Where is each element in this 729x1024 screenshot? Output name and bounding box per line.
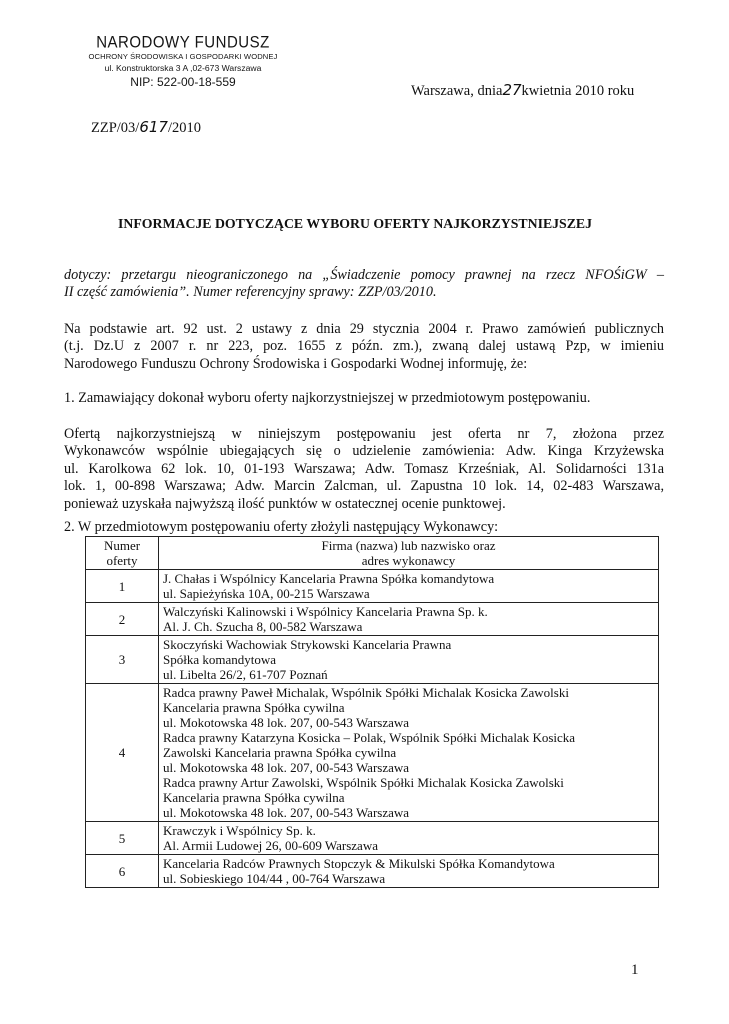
firm-address-line: ul. Libelta 26/2, 61-707 Poznań — [163, 667, 328, 682]
stamp-line-1: NARODOWY FUNDUSZ — [96, 33, 270, 52]
table-row — [86, 684, 659, 822]
winner-line: ul. Karolkowa 62 lok. 10, 01-193 Warszawa; Adw. Tomasz Krześniak, Al. Solidarności 131a — [64, 460, 664, 477]
offer-number-cell: 2 — [86, 603, 159, 636]
firm-address-line: ul. Mokotowska 48 lok. 207, 00-543 Warszawa — [163, 805, 410, 820]
header-text: adres wykonawcy — [361, 553, 456, 568]
winning-offer-paragraph — [64, 426, 664, 513]
firm-address-line: Kancelaria prawna Spółka cywilna — [163, 790, 345, 805]
stamp-address: ul. Konstruktorska 3 A ,02-673 Warszawa — [104, 63, 262, 73]
firm-address-line: Walczyński Kalinowski i Wspólnicy Kancelaria Prawna Sp. k. — [163, 604, 488, 619]
point-2 — [64, 519, 664, 536]
subject-paragraph — [64, 267, 664, 302]
table-row — [86, 636, 659, 684]
date-suffix: kwietnia 2010 roku — [521, 83, 635, 99]
firm-address-line: J. Chałas i Wspólnicy Kancelaria Prawna Spółka komandytowa — [163, 571, 495, 586]
firm-address-line: Kancelaria Radców Prawnych Stopczyk & Mikulski Spółka Komandytowa — [163, 856, 555, 871]
firm-address-cell — [159, 684, 659, 822]
date-prefix: Warszawa, dnia — [411, 83, 503, 99]
firm-address-line: Zawolski Kancelaria prawna Spółka cywilna — [163, 745, 397, 760]
header-text: Firma (nazwa) lub nazwisko oraz — [321, 538, 496, 553]
table-row — [86, 603, 659, 636]
stamp-nip: NIP: 522-00-18-559 — [130, 75, 236, 89]
firm-address-line: Al. Armii Ludowej 26, 00-609 Warszawa — [163, 838, 378, 853]
firm-address-line: ul. Sapieżyńska 10A, 00-215 Warszawa — [163, 586, 370, 601]
offer-number-cell: 1 — [86, 570, 159, 603]
firm-address-line: ul. Sobieskiego 104/44 , 00-764 Warszawa — [163, 871, 386, 886]
offers-table — [85, 536, 659, 888]
table-row — [86, 855, 659, 888]
firm-address-line: Radca prawny Artur Zawolski, Wspólnik Spółki Michalak Kosicka Zawolski — [163, 775, 564, 790]
firm-address-line: Al. J. Ch. Szucha 8, 00-582 Warszawa — [163, 619, 363, 634]
offer-number-cell: 6 — [86, 855, 159, 888]
point-2-text: 2. W przedmiotowym postępowaniu oferty złożyli następujący Wykonawcy: — [64, 519, 499, 535]
firm-address-line: Skoczyński Wachowiak Strykowski Kancelaria Prawna — [163, 637, 452, 652]
firm-address-cell — [159, 636, 659, 684]
firm-address-line: Spółka komandytowa — [163, 652, 277, 667]
header-firm-address — [159, 537, 659, 570]
header-text: oferty — [106, 553, 138, 568]
winner-line: Ofertą najkorzystniejszą w niniejszym postępowaniu jest oferta nr 7, złożona przez — [64, 426, 664, 442]
firm-address-cell — [159, 822, 659, 855]
reference-prefix: ZZP/03/ — [91, 120, 140, 136]
legal-basis-line: Narodowego Funduszu Ochrony Środowiska i Gospodarki Wodnej informuję, że: — [64, 355, 528, 372]
stamp-line-2: OCHRONY ŚRODOWISKA I GOSPODARKI WODNEJ — [88, 52, 278, 61]
point-1-text: 1. Zamawiający dokonał wyboru oferty najkorzystniejszej w przedmiotowym postępowaniu. — [64, 390, 591, 406]
reference-number — [91, 118, 201, 137]
reference-suffix: /2010 — [167, 120, 202, 136]
document-title: INFORMACJE DOTYCZĄCE WYBORU OFERTY NAJKORZYSTNIEJSZEJ — [118, 216, 593, 231]
firm-address-line: Radca prawny Katarzyna Kosicka – Polak, Wspólnik Spółki Michalak Kosicka — [163, 730, 576, 745]
offer-number-cell: 4 — [86, 684, 159, 822]
point-1 — [64, 390, 664, 407]
offer-number-cell: 5 — [86, 822, 159, 855]
firm-address-line: Radca prawny Paweł Michalak, Wspólnik Spółki Michalak Kosicka Zawolski — [163, 685, 569, 700]
table-row — [86, 570, 659, 603]
firm-address-cell — [159, 855, 659, 888]
offers-table-body — [86, 570, 659, 888]
firm-address-line: ul. Mokotowska 48 lok. 207, 00-543 Warszawa — [163, 760, 410, 775]
firm-address-cell — [159, 570, 659, 603]
table-header-row — [86, 537, 659, 570]
firm-address-line: ul. Mokotowska 48 lok. 207, 00-543 Warszawa — [163, 715, 410, 730]
table-row — [86, 822, 659, 855]
subject-line: dotyczy: przetargu nieograniczonego na „Świadczenie pomocy prawnej na rzecz NFOŚiGW – — [64, 267, 664, 283]
date-day-handwritten: 27 — [502, 81, 522, 99]
firm-address-cell — [159, 603, 659, 636]
winner-line: Wykonawców wspólnie ubiegających się o udzielenie zamówienia: Adw. Kinga Krzyżewska — [64, 443, 664, 460]
legal-basis-line: Na podstawie art. 92 ust. 2 ustawy z dnia 29 stycznia 2004 r. Prawo zamówień publicznych — [64, 321, 664, 337]
firm-address-line: Kancelaria prawna Spółka cywilna — [163, 700, 345, 715]
page-number: 1 — [631, 962, 639, 978]
document-date — [411, 81, 634, 100]
firm-address-line: Krawczyk i Wspólnicy Sp. k. — [163, 823, 316, 838]
header-text: Numer — [103, 538, 141, 553]
winner-line: lok. 1, 00-898 Warszawa; Adw. Marcin Zalcman, ul. Zapustna 10 lok. 14, 02-483 Warszawa, — [64, 478, 664, 495]
winner-line: ponieważ uzyskała najwyższą ilość punktów w ostatecznej ocenie punktowej. — [64, 495, 506, 512]
subject-line: II część zamówienia”. Numer referencyjny sprawy: ZZP/03/2010. — [64, 284, 437, 301]
reference-handwritten-number: 617 — [139, 118, 168, 136]
legal-basis-line: (t.j. Dz.U z 2007 r. nr 223, poz. 1655 z późn. zm.), zwaną dalej ustawą Pzp, w imieniu — [64, 338, 664, 355]
header-offer-number — [86, 537, 159, 570]
legal-basis-paragraph — [64, 321, 664, 373]
offer-number-cell: 3 — [86, 636, 159, 684]
institution-stamp — [88, 34, 278, 90]
